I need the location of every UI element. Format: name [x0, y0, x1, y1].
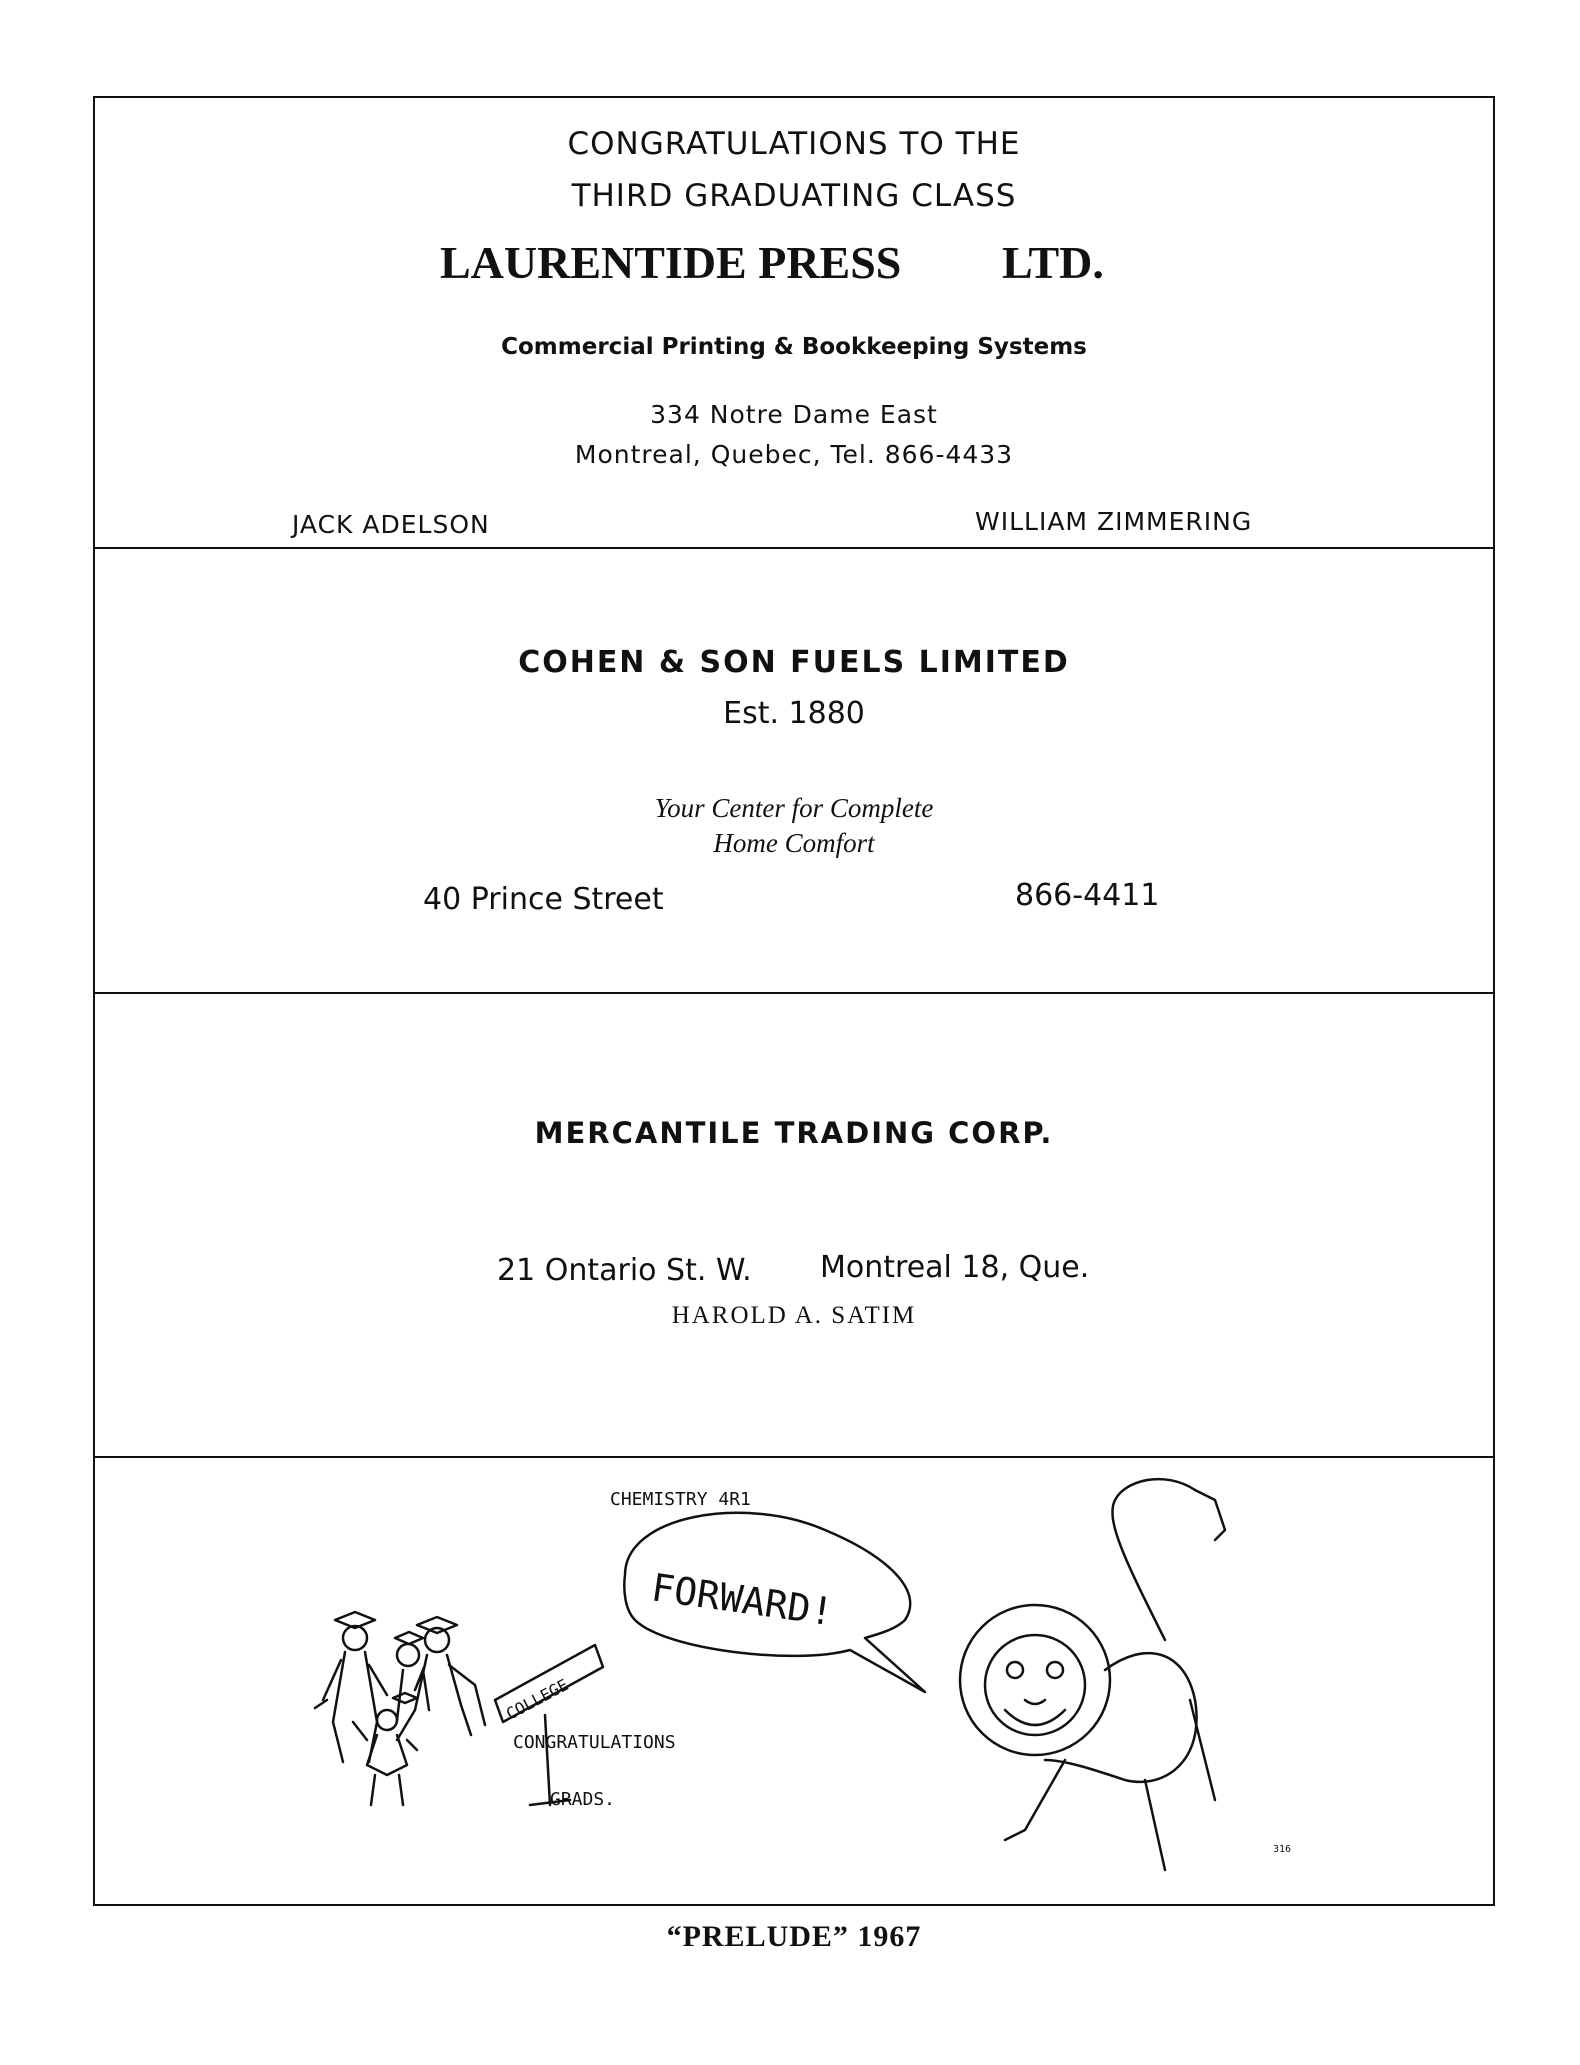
company-suffix: LTD.	[1002, 237, 1104, 288]
congrats-text: CONGRATULATIONS	[513, 1732, 676, 1753]
speech-text: FORWARD!	[648, 1565, 837, 1635]
drawing-number: 316	[1273, 1844, 1292, 1855]
sign-text: COLLEGE	[502, 1675, 572, 1724]
page-footer-title: “PRELUDE” 1967	[666, 1920, 922, 1953]
person-left: JACK ADELSON	[292, 510, 490, 539]
cartoon-drawing	[105, 1460, 1485, 1900]
class-label: CHEMISTRY 4R1	[610, 1489, 751, 1510]
street-address: 40 Prince Street	[423, 882, 664, 917]
phone-number: 866-4411	[1015, 878, 1160, 913]
company-name: MERCANTILE TRADING CORP.	[534, 1116, 1054, 1150]
established: Est. 1880	[723, 696, 865, 731]
company-tagline: Commercial Printing & Bookkeeping Systems	[501, 334, 1087, 360]
contact-person: HAROLD A. SATIM	[671, 1302, 917, 1329]
company-name: LAURENTIDE PRESS	[440, 237, 902, 288]
slogan-line-1: Your Center for Complete	[654, 793, 934, 823]
divider-3	[93, 1456, 1495, 1458]
congrats-line-1: CONGRATULATIONS TO THE	[567, 126, 1021, 162]
divider-1	[93, 547, 1495, 549]
graduates-illustration	[315, 1612, 603, 1805]
street-address: 21 Ontario St. W.	[497, 1253, 752, 1288]
company-name: COHEN & SON FUELS LIMITED	[518, 645, 1070, 680]
city: Montreal 18, Que.	[820, 1250, 1090, 1285]
slogan-line-2: Home Comfort	[713, 828, 875, 858]
grads-text: GRADS.	[550, 1789, 616, 1810]
person-right: WILLIAM ZIMMERING	[975, 507, 1253, 536]
divider-2	[93, 992, 1495, 994]
congrats-line-2: THIRD GRADUATING CLASS	[571, 178, 1017, 214]
lion-illustration	[960, 1479, 1225, 1870]
company-city-phone: Montreal, Quebec, Tel. 866-4433	[574, 440, 1014, 469]
company-address: 334 Notre Dame East	[650, 400, 938, 429]
